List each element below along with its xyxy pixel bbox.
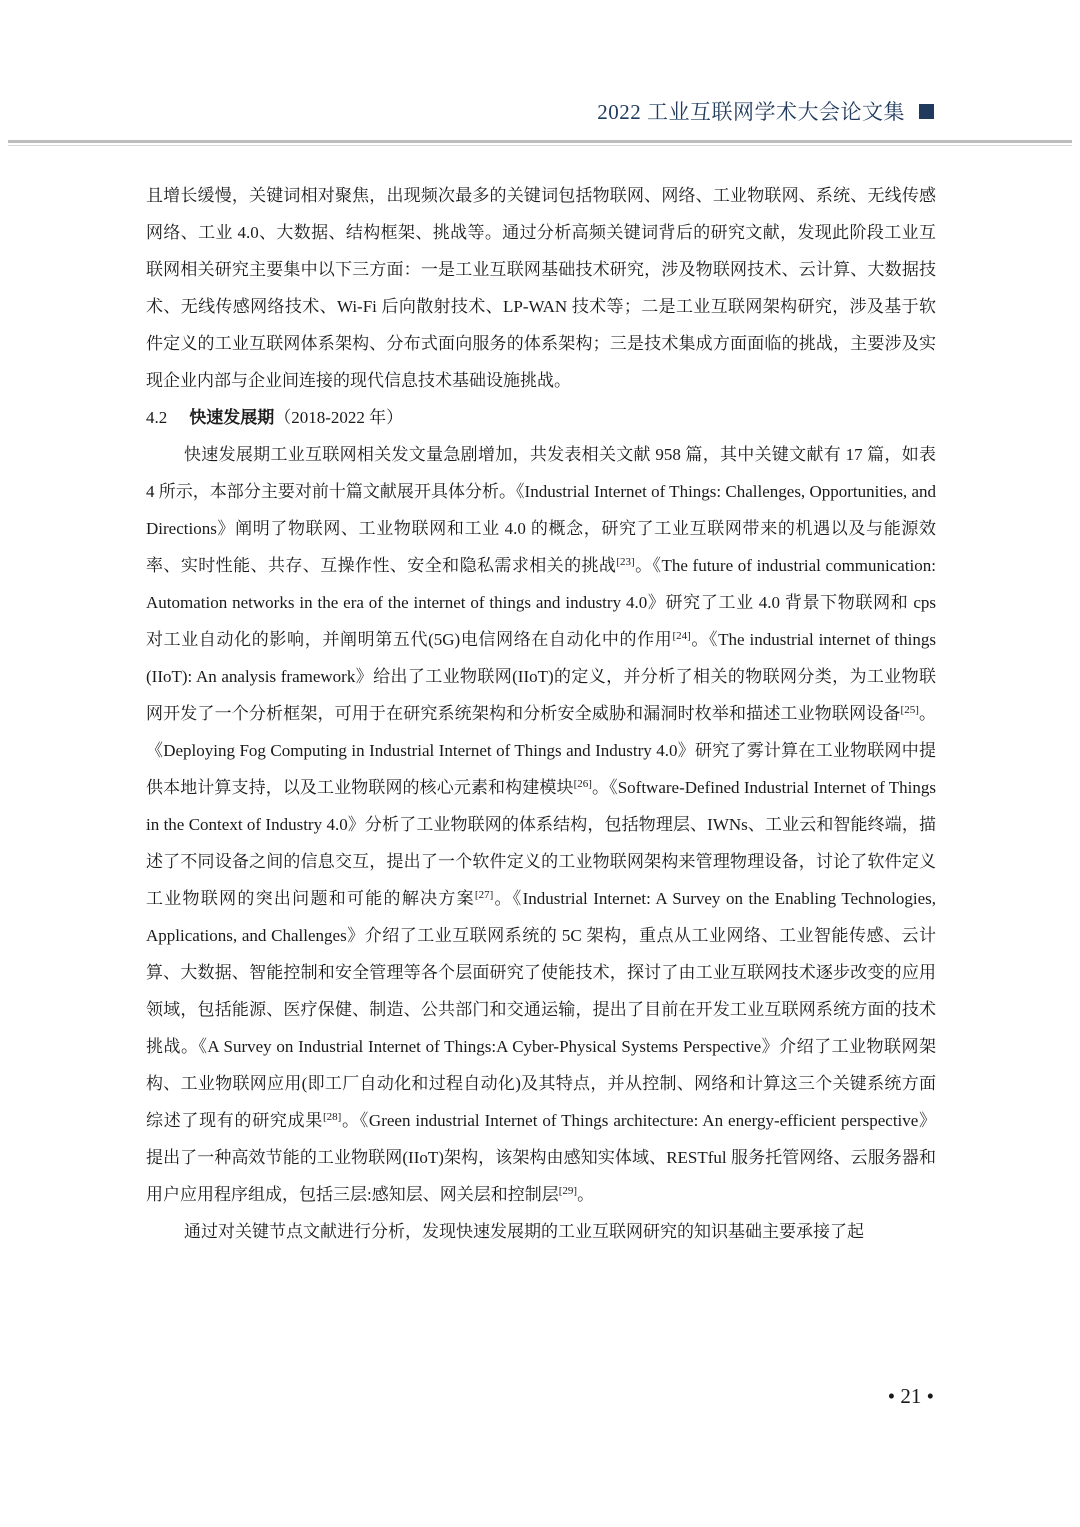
header-square-icon [919, 104, 934, 119]
header-title: 2022 工业互联网学术大会论文集 [597, 100, 905, 124]
running-header [597, 96, 934, 126]
text-run: 。《Deploying Fog Computing in Industrial Internet of Things and Industry 4.0》研究了雾计算在工业物联网中提供本地计算支持，以及工业物联网的核心元素和构建模块 [146, 704, 937, 797]
paragraph-next: 通过对关键节点文献进行分析，发现快速发展期的工业互联网研究的知识基础主要承接了起 [184, 1222, 864, 1241]
citation-ref: [27] [474, 889, 494, 901]
text-run: 。《Green industrial Internet of Things architecture: An energy-efficient perspective》提出了一种高效节能的工业物联网(IIoT)架构，该架构由感知实体域、RESTful 服务托管网络、云服务器和用户应用程序组成，包括三层:感知层、网关层和控制层 [146, 1111, 937, 1204]
text-run: 。《The future of industrial communication: Automation networks in the era of the internet of things and industry 4.0》研究了工业 4.0 背景下物联网和 cps 对工业自动化的影响，并阐明第五代(5G)电信网络在自动化中的作用 [146, 556, 937, 649]
text-run: 。《Industrial Internet: A Survey on the Enabling Technologies, Applications, and Challenges》介绍了工业互联网系统的 5C 架构，重点从工业网络、工业智能传感、云计算、大数据、智能控制和安全管理等各个层面研究了使能技术，探讨了由工业互联网技术逐步改变的应用领域，包括能源、医疗保健、制造、公共部门和交通运输，提出了目前在开发工业互联网系统方面的技术挑战。《A Survey on Industrial Internet of Things:A Cyber-Physical Systems Perspective》介绍了工业物联网架构、工业物联网应用(即工厂自动化和过程自动化)及其特点，并从控制、网络和计算这三个关键系统方面综述了现有的研究成果 [146, 889, 937, 1130]
citation-ref: [23] [616, 556, 635, 568]
citation-ref: [26] [573, 778, 592, 790]
section-heading [146, 399, 936, 436]
citation-ref: [29] [558, 1185, 578, 1197]
text-run: 。《Software-Defined Industrial Internet of Things in the Context of Industry 4.0》分析了工业物联网的体系结构，包括物理层、IWNs、工业云和智能终端，描述了不同设备之间的信息交互，提出了一个软件定义的工业物联网架构来管理物理设备，讨论了软件定义工业物联网的突出问题和可能的解决方案 [146, 778, 936, 908]
section-period: （2018-2022 年） [274, 408, 404, 427]
header-rule-thin [8, 145, 1072, 146]
citation-ref: [28] [323, 1111, 342, 1123]
citation-ref: [24] [672, 630, 691, 642]
page-number: • 21 • [887, 1384, 934, 1408]
text-run: 快速发展期工业互联网相关发文量急剧增加，共发表相关文献 958 篇，其中关键文献有 17 篇，如表 4 所示，本部分主要对前十篇文献展开具体分析。《Industrial Internet of Things: Challenges, Opportunities, and Directions》阐明了物联网、工业物联网和工业 4.0 的概念，研究了工业互联网带来的机遇以及与能源效率、实时性能、共存、互操作性、安全和隐私需求相关的挑战 [146, 445, 936, 575]
paragraph-continued: 且增长缓慢，关键词相对聚焦，出现频次最多的关键词包括物联网、网络、工业物联网、系统、无线传感网络、工业 4.0、大数据、结构框架、挑战等。通过分析高频关键词背后的研究文献，发现此阶段工业互联网相关研究主要集中以下三方面：一是工业互联网基础技术研究，涉及物联网技术、云计算、大数据技术、无线传感网络技术、Wi-Fi 后向散射技术、LP-WAN 技术等；二是工业互联网架构研究，涉及基于软件定义的工业互联网体系架构、分布式面向服务的体系架构；三是技术集成方面面临的挑战，主要涉及实现企业内部与企业间连接的现代信息技术基础设施挑战。 [146, 186, 936, 390]
text-run: 。《The industrial internet of things (IIoT): An analysis framework》给出了工业物联网(IIoT)的定义，并分析了相关的物联网分类，为工业物联网开发了一个分析框架，可用于在研究系统架构和分析安全威胁和漏洞时枚举和描述工业物联网设备 [146, 630, 936, 723]
page-body [146, 177, 936, 1250]
section-title: 快速发展期 [189, 408, 275, 427]
paragraph-main [146, 436, 936, 1213]
text-run: 。 [577, 1185, 595, 1204]
header-rule [8, 140, 1072, 143]
section-number: 4.2 [146, 408, 168, 427]
citation-ref: [25] [900, 704, 919, 716]
